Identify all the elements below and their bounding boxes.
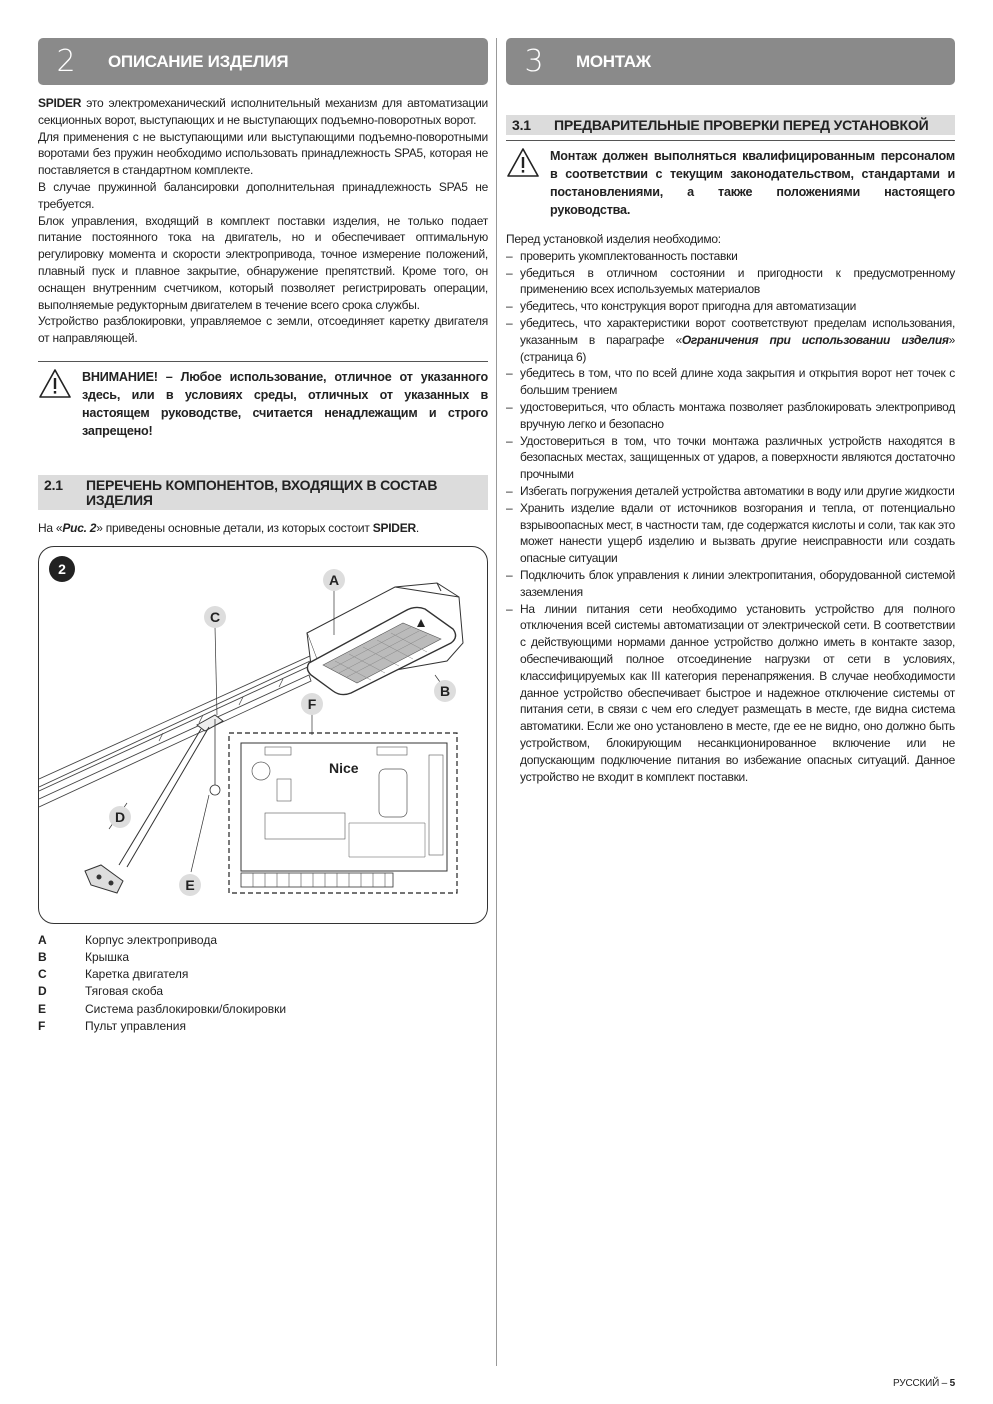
callout-a <box>323 569 345 591</box>
section-title: ПЕРЕЧЕНЬ КОМПОНЕНТОВ, ВХОДЯЩИХ В СОСТАВ ИЗДЕЛИЯ <box>86 476 438 508</box>
legend-text: Тяговая скоба <box>85 984 164 999</box>
limits-link[interactable]: Ограничения при использовании изделия <box>681 332 949 347</box>
left-column <box>38 38 488 1035</box>
board-brand-logo: Nice <box>329 759 359 776</box>
figure-number: 2 <box>58 560 66 577</box>
legend-text: Крышка <box>85 949 130 964</box>
chapter-header-3 <box>506 38 955 85</box>
chapter-title: МОНТАЖ <box>576 51 651 71</box>
figure-number-badge <box>49 556 75 582</box>
product-name: SPIDER <box>38 96 82 110</box>
intro-text: это электромеханический исполнительный механизм для автоматизации секционных ворот, выступающих и не выступающих подъемно-поворотных ворот. <box>38 96 488 127</box>
svg-text:E: E <box>185 876 195 893</box>
section-number: 3.1 <box>512 117 531 133</box>
callout-e <box>179 874 201 896</box>
fig-ref-pre: На « <box>38 520 63 535</box>
svg-text:C: C <box>209 608 221 625</box>
legend-key: A <box>38 932 47 947</box>
callout-b <box>434 680 456 702</box>
list-item: – убедитесь, что конструкция ворот пригодна для автоматизации <box>506 298 955 315</box>
list-item <box>506 315 955 365</box>
right-column <box>506 38 955 785</box>
section-header-3-1 <box>506 115 955 135</box>
list-item: – убедитесь в том, что по всей длине хода закрытия и открытия ворот нет точек с большим трением <box>506 365 955 399</box>
page-footer <box>893 1378 955 1389</box>
list-item: – удостовериться, что область монтажа позволяет разблокировать электропривод вручную легко и безопасно <box>506 399 955 433</box>
warning-block <box>38 361 488 440</box>
figure-link[interactable]: Рис. 2 <box>62 520 97 535</box>
section-number: 2.1 <box>44 476 63 493</box>
legend-key: E <box>38 1001 47 1016</box>
motor-carriage <box>197 715 223 731</box>
legend-text: Корпус электропривода <box>85 932 217 947</box>
paragraph-5: Устройство разблокировки, управляемое с земли, отсоединяет каретку двигателя от направляющей. <box>38 314 488 346</box>
checklist-lead: Перед установкой изделия необходимо: <box>506 232 721 246</box>
callout-c <box>204 606 226 628</box>
paragraph-3: В случае пружинной балансировки дополнительная принадлежность SPA5 не требуется. <box>38 179 488 211</box>
figure-illustration <box>39 547 487 923</box>
figure-2 <box>38 546 488 924</box>
release-cord <box>210 719 220 795</box>
svg-text:A: A <box>328 571 340 588</box>
legend-row <box>38 1001 488 1018</box>
warning-text: Монтаж должен выполняться квалифицированным персоналом в соответствии с текущим законодательством, стандартами и постановлениями, а также положениями настоящего руководства. <box>550 149 955 217</box>
legend-text: Система разблокировки/блокировки <box>85 1001 287 1016</box>
pre-install-checklist <box>506 248 955 786</box>
footer-language: РУССКИЙ – <box>893 1378 950 1389</box>
fig-ref-mid: » приведены основные детали, из которых состоит <box>96 520 373 535</box>
legend-row <box>38 966 488 983</box>
limits-pre: убедитесь, что характеристики ворот соответствуют пределам использования, указанным в параграфе « <box>520 315 955 347</box>
paragraph-intro <box>38 95 488 129</box>
legend-key: C <box>38 967 47 982</box>
warning-block <box>506 140 955 219</box>
svg-text:D: D <box>114 808 126 825</box>
page-number: 5 <box>949 1378 955 1389</box>
warning-icon <box>38 368 74 440</box>
paragraph-4: Блок управления, входящий в комплект поставки изделия, не только подает питание постоянного тока на двигатель, но и обеспечивает оптимальную регулировку момента и скорости электропривода, точное измерение положений, плавный пуск и плавное закрытие, обнаружение препятствий. Кроме того, он оснащен внутренним счетчиком, который позволяет регистрировать операции, выполняемые редукторным двигателем в течение всего срока службы. <box>38 213 488 312</box>
list-item: – проверить укомплектованность поставки <box>506 248 955 265</box>
legend-row <box>38 932 488 949</box>
callout-d <box>109 806 131 828</box>
svg-text:F: F <box>307 695 317 712</box>
legend-row <box>38 1018 488 1035</box>
paragraph-2: Для применения с не выступающими или выступающими подъемно-поворотными воротами без пружин необходимо использовать принадлежность SPA5, которая не поставляется в стандартном комплекте. <box>38 129 488 178</box>
list-item: – Избегать погружения деталей устройства автоматики в воду или другие жидкости <box>506 483 955 500</box>
legend-row <box>38 983 488 1000</box>
description-text <box>38 95 488 347</box>
callout-f <box>301 693 323 715</box>
legend-text: Пульт управления <box>85 1018 186 1033</box>
legend-key: F <box>38 1018 46 1033</box>
legend-key: B <box>38 949 47 964</box>
svg-text:B: B <box>439 682 451 699</box>
list-item: – Хранить изделие вдали от источников возгорания и тепла, от потенциально взрывоопасных мест, в частности там, где содержатся кислоты и соли, так как это может нанести ущерб изделию и вызвать другие неисправности или создать опасные ситуации <box>506 500 955 567</box>
list-item: – Подключить блок управления к линии электропитания, оборудованной системой заземления <box>506 567 955 601</box>
section-header-2-1 <box>38 475 488 510</box>
chapter-number: 3 <box>524 44 544 79</box>
figure-legend <box>38 932 488 1035</box>
chapter-header-2 <box>38 38 488 85</box>
list-item: – убедиться в отличном состоянии и пригодности к предусмотренному применению всех используемых материалов <box>506 265 955 299</box>
fig-ref-end: . <box>415 520 419 535</box>
legend-key: D <box>38 984 47 999</box>
legend-row <box>38 949 488 966</box>
pulling-arm <box>85 727 209 893</box>
figure-reference <box>38 520 488 537</box>
chapter-title: ОПИСАНИЕ ИЗДЕЛИЯ <box>108 51 289 71</box>
list-item: – На линии питания сети необходимо установить устройство для полного отключения всей системы автоматизации от электрической сети. В соответствии с действующими нормами данное устройство должно иметь в контакте зазор, обеспечивающий полное отсоединение нагрузки от сети в условиях, классифицируемых как III категория перенапряжения. В случае необходимости данное устройство обеспечивает быстрое и надежное отключение системы от питания сети, в связи с чем его следует размещать в месте, где видна система автоматики. Если же оно установлено в месте, где ее не видно, оно должно быть устройством, блокирующим несанкционированное включение или не допускающим подключение питания во избежание опасных ситуаций. Данное устройство не входит в комплект поставки. <box>506 601 955 786</box>
list-item: – Удостовериться в том, что точки монтажа различных устройств находятся в безопасных местах, защищенных от ударов, а поверхности являются достаточно прочными <box>506 433 955 483</box>
warning-text: ВНИМАНИЕ! – Любое использование, отличное от указанного здесь, или в условиях среды, отличных от указанных в настоящем руководстве, считается ненадлежащим и строго запрещено! <box>82 369 488 438</box>
section-title: ПРЕДВАРИТЕЛЬНЫЕ ПРОВЕРКИ ПЕРЕД УСТАНОВКОЙ <box>554 117 929 133</box>
limits-post: » (страница 6) <box>520 332 955 364</box>
legend-text: Каретка двигателя <box>85 967 189 982</box>
warning-icon <box>506 147 542 219</box>
control-board <box>229 733 457 893</box>
chapter-number: 2 <box>56 44 76 79</box>
fig-ref-product: SPIDER <box>372 520 416 535</box>
column-divider <box>496 38 497 1366</box>
